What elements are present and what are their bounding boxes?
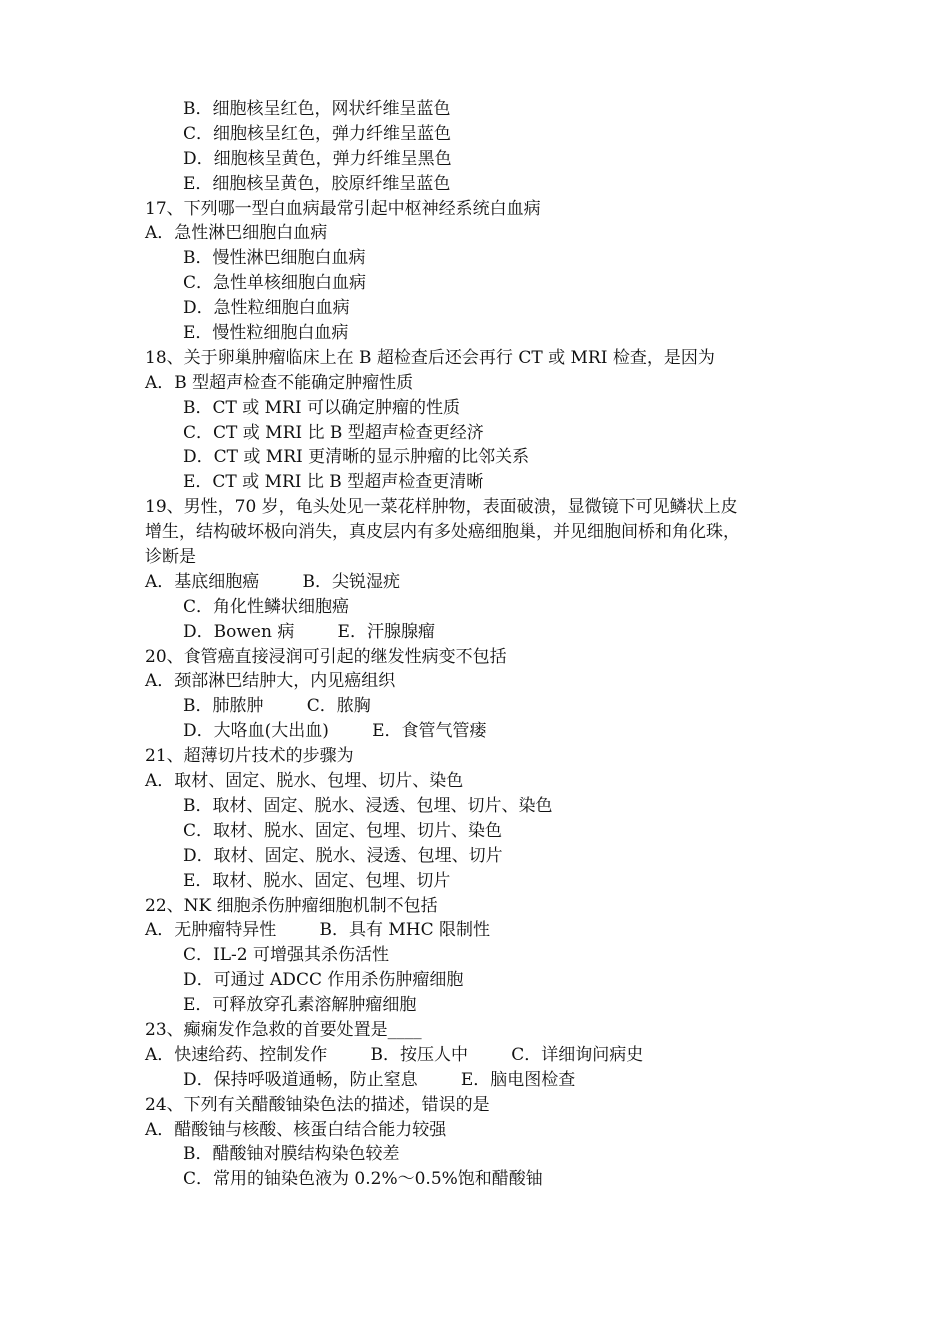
question-stem: 17、下列哪一型白血病最常引起中枢神经系统白血病 <box>145 198 541 219</box>
answer-option: D．取材、固定、脱水、浸透、包埋、切片 <box>183 845 503 866</box>
answer-option: D．大咯血(大出血) E．食管气管瘘 <box>183 721 487 742</box>
question-stem: 20、食管癌直接浸润可引起的继发性病变不包括 <box>145 646 507 667</box>
answer-option: B．肺脓肿 C．脓胸 <box>183 696 371 717</box>
question-stem: 22、NK 细胞杀伤肿瘤细胞机制不包括 <box>145 895 438 916</box>
answer-option: D．CT 或 MRI 更清晰的显示肿瘤的比邻关系 <box>183 447 530 468</box>
answer-option: C．角化性鳞状细胞癌 <box>183 596 350 617</box>
answer-option: E．慢性粒细胞白血病 <box>183 323 349 344</box>
answer-option: C．IL-2 可增强其杀伤活性 <box>183 945 389 966</box>
answer-option: A．急性淋巴细胞白血病 <box>145 223 328 244</box>
question-stem: 19、男性，70 岁，龟头处见一菜花样肿物，表面破溃，显微镜下可见鳞状上皮 <box>145 497 738 518</box>
answer-option: B．细胞核呈红色，网状纤维呈蓝色 <box>183 99 451 119</box>
answer-option: E．细胞核呈黄色，胶原纤维呈蓝色 <box>183 173 451 194</box>
answer-option: B．CT 或 MRI 可以确定肿瘤的性质 <box>183 397 460 418</box>
text-line: 诊断是 <box>145 547 196 568</box>
answer-option: D．保持呼吸道通畅，防止窒息 E．脑电图检查 <box>183 1069 576 1090</box>
answer-option: A．快速给药、控制发作 B．按压人中 C．详细询问病史 <box>145 1044 644 1065</box>
answer-option: A．醋酸铀与核酸、核蛋白结合能力较强 <box>145 1119 447 1140</box>
answer-option: A．基底细胞癌 B．尖锐湿疣 <box>145 571 400 592</box>
answer-option: C．急性单核细胞白血病 <box>183 273 367 294</box>
answer-option: C．取材、脱水、固定、包埋、切片、染色 <box>183 820 503 841</box>
answer-option: D．急性粒细胞白血病 <box>183 298 350 319</box>
question-stem: 18、关于卵巢肿瘤临床上在 B 超检查后还会再行 CT 或 MRI 检查，是因为 <box>145 347 715 368</box>
answer-option: C．常用的铀染色液为 0.2%～0.5%饱和醋酸铀 <box>183 1169 543 1190</box>
answer-option: E．取材、脱水、固定、包埋、切片 <box>183 870 451 891</box>
answer-option: E．可释放穿孔素溶解肿瘤细胞 <box>183 995 417 1016</box>
answer-option: C．CT 或 MRI 比 B 型超声检查更经济 <box>183 422 484 443</box>
answer-option: B．醋酸铀对膜结构染色较差 <box>183 1144 400 1165</box>
text-line: 增生，结构破坏极向消失，真皮层内有多处癌细胞巢，并见细胞间桥和角化珠， <box>145 522 740 543</box>
answer-option: A．无肿瘤特异性 B．具有 MHC 限制性 <box>145 920 491 941</box>
document-body <box>145 97 810 1192</box>
question-stem: 21、超薄切片技术的步骤为 <box>145 746 354 767</box>
answer-option: D．可通过 ADCC 作用杀伤肿瘤细胞 <box>183 970 464 991</box>
answer-option: A．颈部淋巴结肿大，内见癌组织 <box>145 671 396 692</box>
answer-option: A．取材、固定、脱水、包埋、切片、染色 <box>145 771 464 792</box>
answer-option: D．细胞核呈黄色，弹力纤维呈黑色 <box>183 148 452 169</box>
answer-option: A．B 型超声检查不能确定肿瘤性质 <box>145 372 414 393</box>
question-stem: 24、下列有关醋酸铀染色法的描述，错误的是 <box>145 1094 490 1115</box>
answer-option: C．细胞核呈红色，弹力纤维呈蓝色 <box>183 123 452 144</box>
answer-option: E．CT 或 MRI 比 B 型超声检查更清晰 <box>183 472 484 493</box>
answer-option: B．取材、固定、脱水、浸透、包埋、切片、染色 <box>183 795 553 816</box>
question-stem: 23、癫痫发作急救的首要处置是____ <box>145 1019 422 1040</box>
answer-option: B．慢性淋巴细胞白血病 <box>183 248 366 269</box>
answer-option: D．Bowen 病 E．汗腺腺瘤 <box>183 621 435 642</box>
